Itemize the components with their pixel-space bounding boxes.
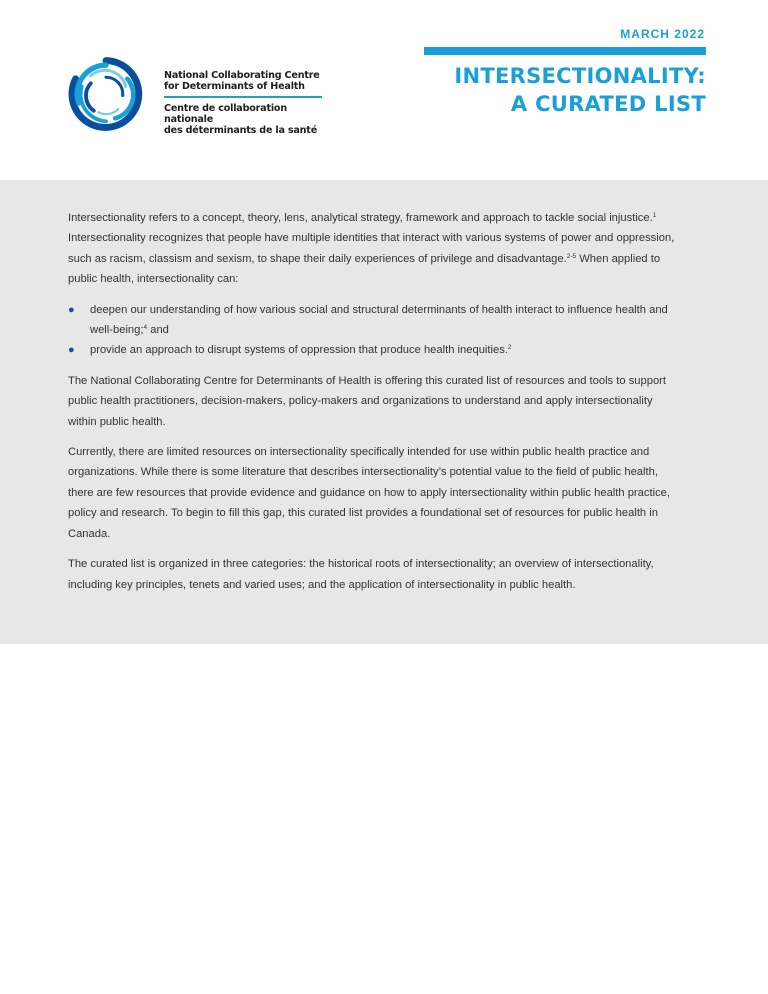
intro-text-3: When applied to public health, intersectionality can:	[68, 252, 661, 286]
list-item-tail: and	[147, 324, 169, 337]
organization-name-french: Centre de collaboration nationale des déterminants de la santé	[164, 102, 318, 136]
citation-ref: 1	[652, 212, 657, 219]
page-header	[0, 0, 768, 180]
intro-content	[68, 208, 680, 605]
citation-ref: 4	[143, 324, 148, 332]
bullet-icon: ●	[68, 303, 75, 316]
nccdh-logo-icon	[68, 56, 144, 132]
citation-ref: 2	[507, 344, 512, 352]
organization-name	[164, 70, 334, 136]
page-title-line-1: INTERSECTIONALITY:	[454, 64, 706, 88]
list-item	[68, 340, 680, 360]
intro-text-1: Intersectionality refers to a concept, theory, lens, analytical strategy, framework and approach to tackle social injustice.	[68, 212, 653, 224]
logo-divider	[164, 96, 322, 98]
page-title-line-2: A CURATED LIST	[510, 92, 706, 116]
citation-ref: 2-5	[566, 252, 577, 260]
list-item-text: deepen our understanding of how various social and structural determinants of health interact to influence health and well-being;	[90, 303, 668, 337]
page-title	[454, 62, 706, 118]
organization-paragraph: The curated list is organized in three categories: the historical roots of intersectionality; an overview of intersectionality, including key principles, tenets and varied uses; and the application of intersectionality in public health.	[68, 558, 654, 591]
purpose-paragraph: The National Collaborating Centre for Determinants of Health is offering this curated list of resources and tools to support public health practitioners, decision-makers, policy-makers and organizations to understand and apply intersectionality within public health.	[68, 374, 667, 428]
intro-paragraph	[68, 208, 680, 290]
list-item-text: provide an approach to disrupt systems of oppression that produce health inequities.	[90, 344, 508, 357]
gap-paragraph: Currently, there are limited resources on intersectionality specifically intended for use within public health practice and organizations. While there is some literature that describes intersectionality’s potential value to the field of public health, there are few resources that provide evidence and guidance on how to apply intersectionality within public health practice, policy and research. To begin to fill this gap, this curated list provides a foundational set of resources for public health in Canada.	[68, 446, 670, 540]
bullet-icon: ●	[68, 344, 75, 357]
organization-name-english: National Collaborating Centre for Determinants of Health	[164, 70, 320, 92]
title-accent-bar	[424, 47, 706, 55]
intro-text-2: Intersectionality recognizes that people have multiple identities that interact with various systems of power and oppression, such as racism, classism and sexism, to shape their daily experiences of privilege and disadvantage.	[68, 232, 675, 265]
publication-date: MARCH 2022	[620, 27, 705, 41]
benefits-list	[68, 300, 680, 361]
list-item	[68, 300, 680, 341]
